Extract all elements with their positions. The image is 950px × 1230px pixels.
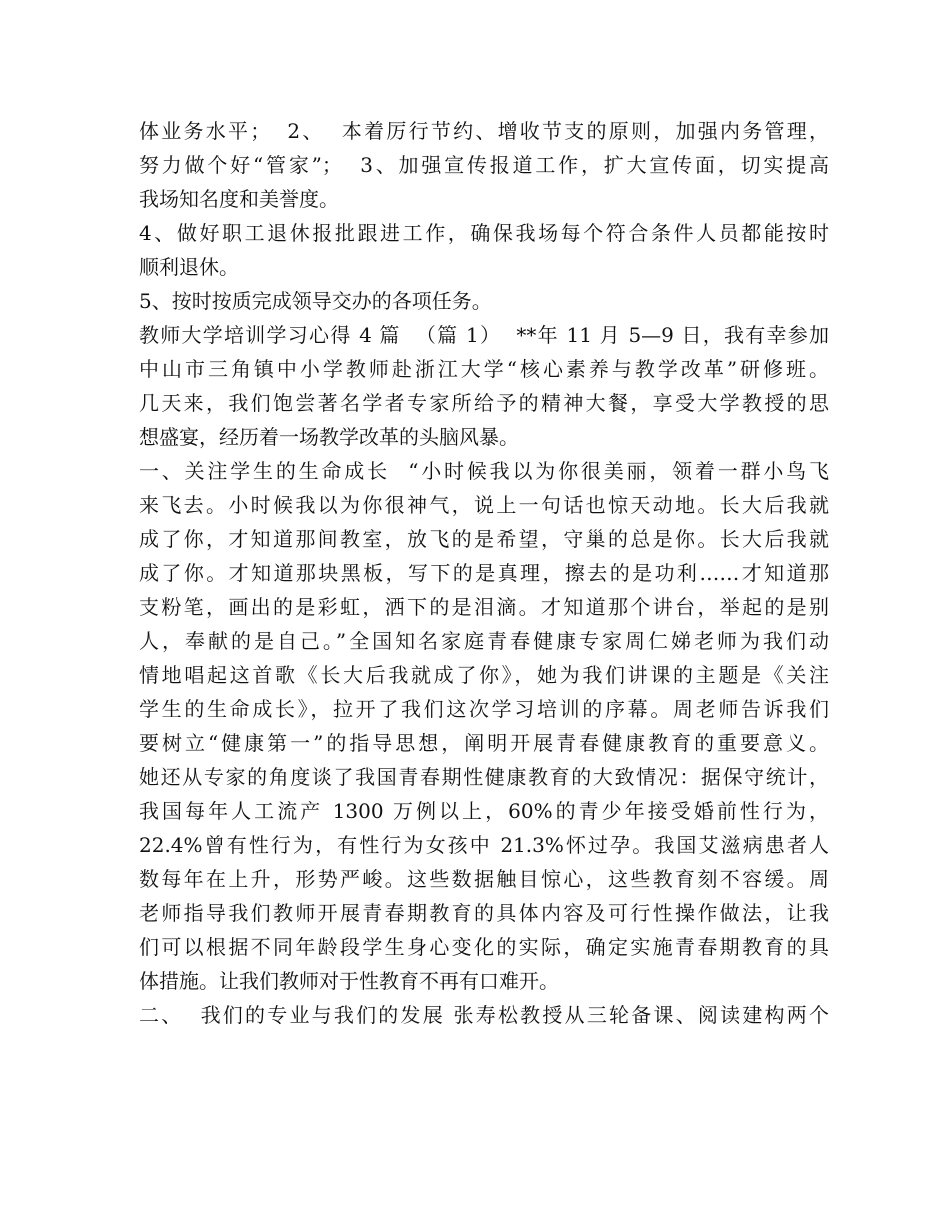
text-line: 体措施。让我们教师对于性教育不再有口难开。 xyxy=(139,969,559,993)
text-line: 5、按时按质完成领导交办的各项任务。 xyxy=(139,289,492,313)
text-line: 顺利退休。 xyxy=(139,255,239,279)
text-line: 要树立“健康第一”的指导思想，阐明开展青春健康教育的重要意义。 xyxy=(139,731,829,755)
text-line: 她还从专家的角度谈了我国青春期性健康教育的大致情况：据保守统计， xyxy=(139,765,829,789)
text-line: 学生的生命成长》，拉开了我们这次学习培训的序幕。周老师告诉我们 xyxy=(139,697,829,721)
text-line: 支粉笔，画出的是彩虹，洒下的是泪滴。才知道那个讲台，举起的是别 xyxy=(139,595,829,619)
text-line: 成了你，才知道那间教室，放飞的是希望，守巢的总是你。长大后我就 xyxy=(139,527,829,551)
text-line: 们可以根据不同年龄段学生身心变化的实际，确定实施青春期教育的具 xyxy=(139,935,829,959)
document-body xyxy=(139,114,829,1032)
text-line: 几天来，我们饱尝著名学者专家所给予的精神大餐，享受大学教授的思 xyxy=(139,391,829,415)
text-line: 来飞去。小时候我以为你很神气，说上一句话也惊天动地。长大后我就 xyxy=(139,493,829,517)
text-line: 情地唱起这首歌《长大后我就成了你》，她为我们讲课的主题是《关注 xyxy=(139,663,829,687)
text-line: 努力做个好“管家”； 3、加强宣传报道工作，扩大宣传面，切实提高 xyxy=(139,153,829,177)
text-line: 我场知名度和美誉度。 xyxy=(139,187,339,211)
text-line: 22.4%曾有性行为，有性行为女孩中 21.3%怀过孕。我国艾滋病患者人 xyxy=(139,833,829,857)
text-line: 体业务水平； 2、 本着厉行节约、增收节支的原则，加强内务管理， xyxy=(139,119,829,143)
text-line: 4、做好职工退休报批跟进工作，确保我场每个符合条件人员都能按时 xyxy=(139,221,829,245)
text-line: 老师指导我们教师开展青春期教育的具体内容及可行性操作做法，让我 xyxy=(139,901,829,925)
text-line: 一、关注学生的生命成长 “小时候我以为你很美丽，领着一群小鸟飞 xyxy=(139,459,829,483)
text-line: 我国每年人工流产 1300 万例以上，60%的青少年接受婚前性行为， xyxy=(139,799,829,823)
text-line: 教师大学培训学习心得 4 篇 （篇 1） **年 11 月 5—9 日，我有幸参加 xyxy=(139,323,829,347)
text-line: 想盛宴，经历着一场教学改革的头脑风暴。 xyxy=(139,425,519,449)
text-line: 二、 我们的专业与我们的发展 张寿松教授从三轮备课、阅读建构两个 xyxy=(139,1003,829,1027)
text-line: 中山市三角镇中小学教师赴浙江大学“核心素养与教学改革”研修班。 xyxy=(139,357,829,381)
text-line: 人，奉献的是自己。”全国知名家庭青春健康专家周仁娣老师为我们动 xyxy=(139,629,829,653)
text-line: 成了你。才知道那块黑板，写下的是真理，擦去的是功利……才知道那 xyxy=(139,561,829,585)
text-line: 数每年在上升，形势严峻。这些数据触目惊心，这些教育刻不容缓。周 xyxy=(139,867,829,891)
